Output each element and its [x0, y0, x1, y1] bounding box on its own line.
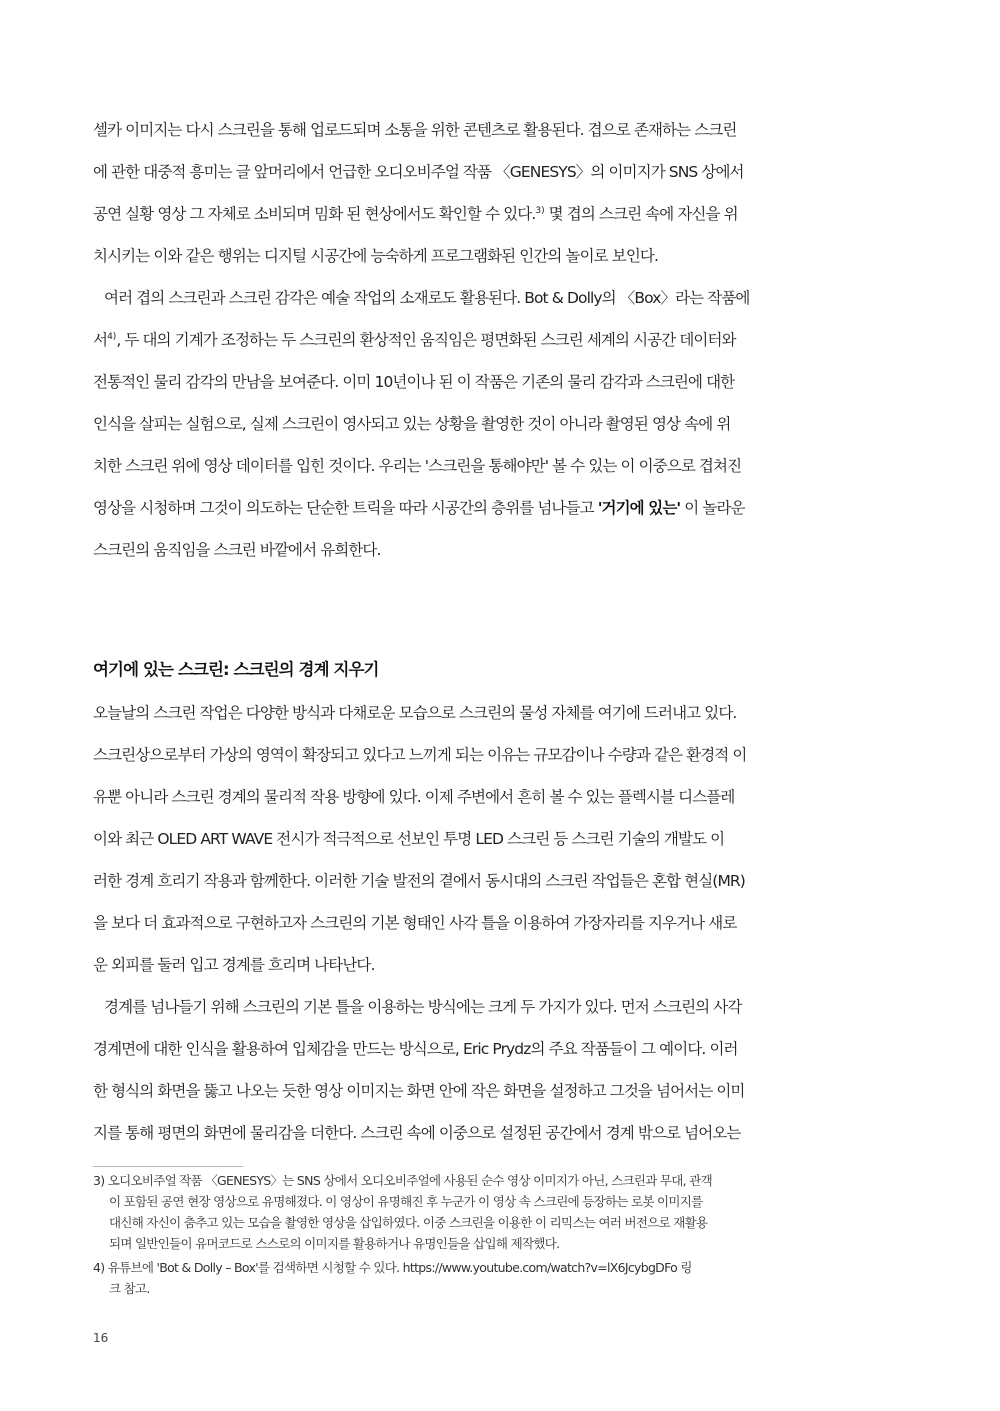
section-line: 한 형식의 화면을 뚫고 나오는 듯한 영상 이미지는 화면 안에 작은 화면을 설정하고 그것을 넘어서는 이미 — [93, 1082, 745, 1100]
footnote-3-cont: 되며 일반인들이 유머코드로 스스로의 이미지를 활용하거나 유명인들을 삽입해 제작했다. — [109, 1236, 560, 1251]
section-line: 러한 경계 흐리기 작용과 함께한다. 이러한 기술 발전의 곁에서 동시대의 스크린 작업들은 혼합 현실(MR) — [93, 872, 745, 890]
footnote-3-cont: 이 포함된 공연 현장 영상으로 유명해졌다. 이 영상이 유명해진 후 누군가 이 영상 속 스크린에 등장하는 로봇 이미지를 — [109, 1194, 703, 1209]
section-line: 운 외피를 둘러 입고 경계를 흐리며 나타난다. — [93, 956, 375, 974]
body-line: 인식을 살피는 실험으로, 실제 스크린이 영사되고 있는 상황을 촬영한 것이 아니라 촬영된 영상 속에 위 — [93, 415, 731, 433]
section-line: 경계를 넘나들기 위해 스크린의 기본 틀을 이용하는 방식에는 크게 두 가지가 있다. 먼저 스크린의 사각 — [104, 998, 742, 1016]
section-line: 을 보다 더 효과적으로 구현하고자 스크린의 기본 형태인 사각 틀을 이용하여 가장자리를 지우거나 새로 — [93, 914, 737, 932]
body-line: 공연 실황 영상 그 자체로 소비되며 밈화 된 현상에서도 확인할 수 있다.$^{3)}$ 몇 겹의 스크린 속에 자신을 위 — [93, 205, 738, 223]
body-line: 치한 스크린 위에 영상 데이터를 입힌 것이다. 우리는 '스크린을 통해야만' 볼 수 있는 이 이중으로 겹쳐진 — [93, 457, 742, 475]
section-heading: 여기에 있는 스크린: 스크린의 경계 지우기 — [93, 660, 379, 679]
footnote-3-cont: 대신해 자신이 춤추고 있는 모습을 촬영한 영상을 삽입하였다. 이중 스크린을 이용한 이 리믹스는 여러 버전으로 재활용 — [109, 1215, 708, 1230]
body-line: 셀카 이미지는 다시 스크린을 통해 업로드되며 소통을 위한 콘텐츠로 활용된다. 겹으로 존재하는 스크린 — [93, 121, 737, 139]
section-line: 이와 최근 OLED ART WAVE 전시가 적극적으로 선보인 투명 LED 스크린 등 스크린 기술의 개발도 이 — [93, 830, 725, 848]
body-line: 치시키는 이와 같은 행위는 디지털 시공간에 능숙하게 프로그램화된 인간의 놀이로 보인다. — [93, 247, 659, 265]
emphasis-text: '거기에 있는' — [597, 499, 681, 517]
section-line: 오늘날의 스크린 작업은 다양한 방식과 다채로운 모습으로 스크린의 물성 자체를 여기에 드러내고 있다. — [93, 704, 737, 722]
body-line: 에 관한 대중적 흥미는 글 앞머리에서 언급한 오디오비주얼 작품 〈GENESYS〉의 이미지가 SNS 상에서 — [93, 163, 744, 181]
footnote-3: 3) 오디오비주얼 작품 〈GENESYS〉는 SNS 상에서 오디오비주얼에 사용된 순수 영상 이미지가 아닌, 스크린과 무대, 관객 — [93, 1173, 712, 1188]
section-line: 유뿐 아니라 스크린 경계의 물리적 작용 방향에 있다. 이제 주변에서 흔히 볼 수 있는 플렉시블 디스플레 — [93, 788, 735, 806]
section-line: 경계면에 대한 인식을 활용하여 입체감을 만드는 방식으로, Eric Prydz의 주요 작품들이 그 예이다. 이러 — [93, 1040, 738, 1058]
section-line: 스크린상으로부터 가상의 영역이 확장되고 있다고 느끼게 되는 이유는 규모감이나 수량과 같은 환경적 이 — [93, 746, 747, 764]
footnote-divider — [93, 1166, 243, 1167]
footnote-ref-4[interactable]: 4) — [107, 332, 117, 342]
footnote-4-cont: 크 참고. — [109, 1281, 150, 1296]
body-line: 스크린의 움직임을 스크린 바깥에서 유희한다. — [93, 541, 381, 559]
body-line: 서$^{4)}$, 두 대의 기계가 조정하는 두 스크린의 환상적인 움직임은 평면화된 스크린 세계의 시공간 데이터와 — [93, 331, 736, 349]
section-line: 지를 통해 평면의 화면에 물리감을 더한다. 스크린 속에 이중으로 설정된 공간에서 경계 밖으로 넘어오는 — [93, 1124, 741, 1142]
body-line: 여러 겹의 스크린과 스크린 감각은 예술 작업의 소재로도 활용된다. Bot & Dolly의 〈Box〉라는 작품에 — [104, 289, 750, 307]
footnote-ref-3[interactable]: 3) — [535, 206, 545, 216]
body-line: 영상을 시청하며 그것이 의도하는 단순한 트릭을 따라 시공간의 층위를 넘나들고 '거기에 있는' 이 놀라운 — [93, 499, 745, 517]
footnote-4: 4) 유튜브에 'Bot & Dolly – Box'를 검색하면 시청할 수 있다. https://www.youtube.com/watch?v=lX6JcybgDFo 링 — [93, 1260, 692, 1275]
body-line: 전통적인 물리 감각의 만남을 보여준다. 이미 10년이나 된 이 작품은 기존의 물리 감각과 스크린에 대한 — [93, 373, 735, 391]
page-number: 16 — [93, 1331, 109, 1345]
